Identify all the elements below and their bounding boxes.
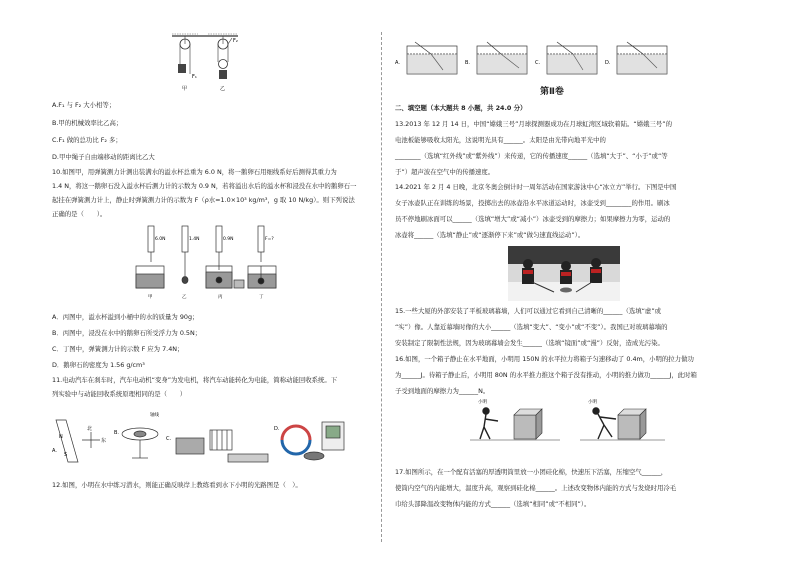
q9-option-c: C.F₁ 做的总功比 F₂ 多； [52, 136, 122, 144]
section-title: 第Ⅱ卷 [540, 87, 564, 97]
q12-option-a: A. [395, 60, 400, 66]
east-label: 东 [101, 438, 107, 444]
q14-line-1: 14.2021 年 2 月 4 日晚，北京冬奥会倒计时一周年活动在国家游泳中心“冰立方”举行。下图是中国 [395, 183, 677, 191]
fig-label-yi: 乙 [182, 295, 187, 300]
q9-option-a: A.F₁ 与 F₂ 大小相等； [52, 101, 116, 109]
fig-label-jia: 甲 [148, 295, 153, 300]
q12-option-d: D. [605, 60, 611, 66]
q16-line-2: 为______J。待箱子静止后，小明用 80N 的水平推力推这个箱子没有推动，小明的推力做功______J，此时箱 [395, 371, 697, 379]
box-push-figure [470, 397, 670, 447]
q12-option-b: B. [465, 60, 471, 66]
q10-line-1: 10.如图甲，用弹簧测力计测出装满水的溢水杯总重为 6.0 N，将一鹅卵石用细线系好后测得其重力为 [52, 168, 337, 176]
q11-figure [52, 400, 362, 472]
q10-option-d: D．鹅卵石的密度为 1.56 g/cm³ [52, 361, 145, 369]
xiaoming-label-1: 小明 [478, 400, 487, 405]
column-divider [381, 32, 382, 542]
q10-option-a: A．丙图中，溢水杯溢到小桶中的水的质量为 90g； [52, 313, 199, 321]
fig-label-bing: 丙 [218, 295, 223, 300]
q14-line-4: 冰壶将______（选填“静止”或“逐渐停下来”或“做匀速直线运动”）。 [395, 231, 585, 239]
q11-option-a-label: A. [52, 448, 57, 454]
q15-line-1: 15.一些大厦的外部安装了平板玻璃幕墙，人们可以通过它看到自己清晰的______（选填“虚”或 [395, 307, 662, 315]
magnet-n-label: N [59, 434, 63, 440]
q16-line-3: 子受到地面的摩擦力为______N。 [395, 387, 490, 395]
q11-line-1: 11.电动汽车在刹车时，汽车电动机“变身”为发电机，将汽车动能转化为电能，简称动能回收系统。下 [52, 376, 338, 384]
axis-label: 轴线 [150, 413, 159, 418]
q13-line-1: 13.2013 年 12 月 14 日，中国“嫦娥三号”月球探测器成功在月球虹湾区域软着陆。“嫦娥三号”的 [395, 120, 672, 128]
xiaoming-label-2: 小明 [588, 400, 597, 405]
q14-line-2: 女子冰壶队正在训练的场景，投掷出去的冰壶沿水平冰道运动时，冰壶受到________的作用。刷冰 [395, 199, 670, 207]
q12-diagrams [395, 40, 685, 78]
pulley-figure [168, 34, 258, 94]
q17-line-1: 17.如图所示，在一个配有活塞的厚透明筒里放一小团硅化棉，快速压下活塞，压缩空气______， [395, 468, 668, 476]
q11-option-b-label: B. [114, 430, 120, 436]
jia-label: 甲 [182, 86, 188, 92]
curling-photo [508, 246, 620, 301]
magnet-s-label: S [64, 452, 68, 458]
q13-line-4: 于”）超声波在空气中的传播速度。 [395, 168, 495, 176]
fig-label-ding: 丁 [259, 295, 264, 300]
section-heading: 二、填空题（本大题共 8 小题，共 24.0 分） [395, 104, 527, 112]
q17-line-3: 巾给头部降温改变物体内能的方式______（选填“相同”或“不相同”）。 [395, 500, 591, 508]
q9-option-b: B.甲的机械效率比乙高； [52, 119, 123, 127]
yi-label: 乙 [220, 86, 226, 92]
north-label: 北 [87, 426, 93, 432]
q10-line-4: 正确的是（ ）。 [52, 210, 107, 218]
q15-line-3: 安装制定了限制性法规，因为玻璃幕墙会发生______（选填“镜面”或“漫”）反射，造成光污染。 [395, 339, 664, 347]
scale-reading-ding: F=? [265, 237, 274, 242]
scale-reading-yi: 1.4N [189, 237, 200, 242]
q12-option-c: C. [535, 60, 541, 66]
f2-label: F₂ [233, 38, 238, 44]
q10-option-c: C．丁图中，弹簧测力计的示数 F 应为 7.4N； [52, 345, 184, 353]
q10-option-b: B．丙图中，浸没在水中的鹅卵石所受浮力为 0.5N； [52, 329, 202, 337]
q11-option-c-label: C. [166, 436, 172, 442]
q13-line-2: 电池板能够吸收太阳光，这说明光具有______。太阳是由光带向地平光中的 [395, 136, 606, 144]
q16-line-1: 16.如图，一个箱子静止在水平地面，小明用 150N 的水平拉力将箱子匀速移动了 0.4m，小明的拉力做功 [395, 355, 694, 363]
q14-line-3: 员不停地刷冰面可以______（选填“增大”或“减小”）冰壶受到的摩擦力；如果摩擦力为零，运动的 [395, 215, 671, 223]
scale-reading-bing: 0.9N [223, 237, 234, 242]
spring-scale-figure [128, 222, 288, 302]
q11-option-d-label: D. [274, 426, 280, 432]
scale-reading-jia: 6.0N [155, 237, 166, 242]
q13-line-3: ________（选填“红外线”或“紫外线”）来传递，它的传播速度______（选填“大于”、“小于”或“等 [395, 152, 668, 160]
q17-line-2: 使筒内空气的内能增大，温度升高，观察到硅化棉______。上述改变物体内能的方式与发烧时用冷毛 [395, 484, 677, 492]
f1-label: F₁ [192, 74, 197, 80]
q9-option-d: D.甲中绳子自由端移动的距离比乙大 [52, 153, 155, 161]
q15-line-2: “实”）像。人靠近幕墙时像的大小______（选填“变大”、“变小”或“不变”）。我国已对玻璃幕墙的 [395, 323, 668, 331]
q11-line-2: 列实验中与动能回收系统原理相同的是（ ） [52, 390, 187, 398]
q10-line-2: 1.4 N，将这一鹅卵石没入溢水杯后测力计的示数为 0.9 N，若将溢出水后的溢水杯和浸没在水中的鹅卵石一 [52, 182, 357, 190]
q10-line-3: 起挂在弹簧测力计上，静止时弹簧测力计的示数为 F（ρ水=1.0×10³ kg/m³，g 取 10 N/kg）。则下列说法 [52, 196, 355, 204]
q12-line: 12.如图，小明在水中练习潜水，则能正确反映岸上教练看到水下小明的光路图是（ ）。 [52, 481, 302, 489]
